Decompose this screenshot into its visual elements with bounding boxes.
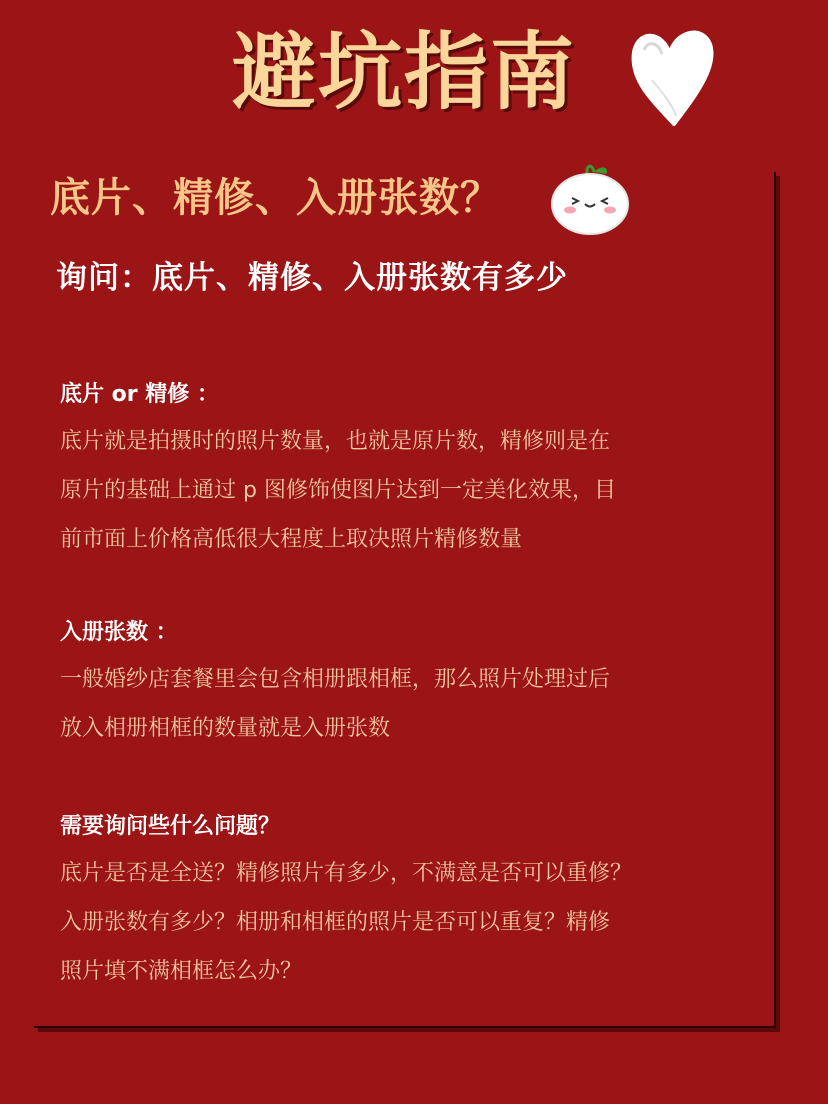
heart-icon: [622, 20, 722, 132]
section-album-count: [60, 618, 760, 753]
section-heading: 底片 or 精修 ：: [60, 382, 219, 407]
question-heading: 询问：底片、精修、入册张数有多少: [56, 260, 568, 296]
section-body: [60, 417, 760, 564]
mascot-sticker-icon: [548, 158, 632, 236]
page-title: 避坑指南: [232, 23, 577, 121]
body-line: 底片就是拍摄时的照片数量，也就是原片数，精修则是在: [60, 428, 611, 454]
body-line: 前市面上价格高低很大程度上取决照片精修数量: [60, 526, 523, 552]
section-body: [60, 655, 760, 753]
body-line: 入册张数有多少？相册和相框的照片是否可以重复？精修: [60, 909, 611, 935]
section-questions: [60, 812, 760, 996]
body-line: 照片填不满相框怎么办？: [60, 958, 303, 984]
section-heading: 入册张数 ：: [60, 620, 178, 645]
body-line: 原片的基础上通过 p 图修饰使图片达到一定美化效果，目: [60, 477, 616, 503]
subtitle: 底片、精修、入册张数？: [50, 175, 501, 221]
body-line: 放入相册相框的数量就是入册张数: [60, 715, 391, 741]
body-line: 底片是否是全送？精修照片有多少，不满意是否可以重修？: [60, 860, 633, 886]
section-body: [60, 849, 760, 996]
section-negatives-vs-retouch: [60, 380, 760, 564]
body-line: 一般婚纱店套餐里会包含相册跟相框，那么照片处理过后: [60, 666, 611, 692]
section-heading: 需要询问些什么问题？: [60, 814, 281, 839]
